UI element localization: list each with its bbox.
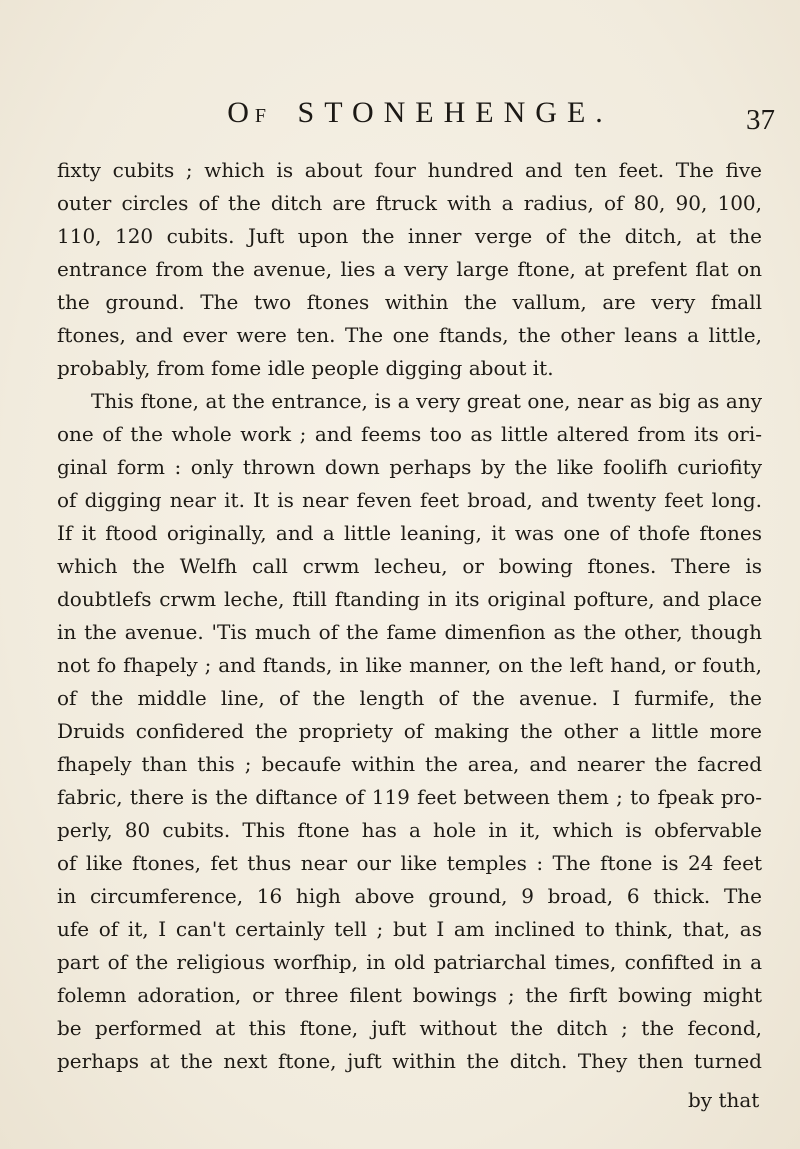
- text-line: of digging near it. It is near feven feet broad, and twenty feet long.: [57, 488, 762, 512]
- text-line: ginal form : only thrown down perhaps by the like foolifh curiofity: [57, 455, 762, 479]
- text-line: which the Welfh call crwm lecheu, or bowing ftones. There is: [57, 554, 762, 578]
- text-line: the ground. The two ftones within the vallum, are very fmall: [57, 290, 762, 314]
- page-number: 37: [746, 104, 775, 136]
- text-line: If it ftood originally, and a little leaning, it was one of thofe ftones: [57, 521, 762, 545]
- text-line: outer circles of the ditch are ftruck with a radius, of 80, 90, 100,: [57, 191, 762, 215]
- header-title: STONEHENGE.: [297, 96, 613, 129]
- text-line: part of the religious worfhip, in old patriarchal times, confifted in a: [57, 950, 762, 974]
- text-line: perly, 80 cubits. This ftone has a hole in it, which is obfervable: [57, 818, 762, 842]
- text-line: not fo fhapely ; and ftands, in like manner, on the left hand, or fouth,: [57, 653, 762, 677]
- text-line: ufe of it, I can't certainly tell ; but I am inclined to think, that, as: [57, 917, 762, 941]
- body-text: [57, 154, 762, 1078]
- text-line: fhapely than this ; becaufe within the area, and nearer the facred: [57, 752, 762, 776]
- text-line: in the avenue. 'Tis much of the fame dimenfion as the other, though: [57, 620, 762, 644]
- text-line: probably, from fome idle people digging about it.: [57, 356, 554, 380]
- text-line: folemn adoration, or three filent bowings ; the firft bowing might: [57, 983, 762, 1007]
- header-of-initial: O: [227, 96, 255, 129]
- text-line: of like ftones, fet thus near our like temples : The ftone is 24 feet: [57, 851, 762, 875]
- text-line: ftones, and ever were ten. The one ftands, the other leans a little,: [57, 323, 762, 347]
- text-line: in circumference, 16 high above ground, 9 broad, 6 thick. The: [57, 884, 762, 908]
- text-line: fabric, there is the diftance of 119 feet between them ; to fpeak pro-: [57, 785, 762, 809]
- text-line: Druids confidered the propriety of making the other a little more: [57, 719, 762, 743]
- text-line: doubtlefs crwm leche, ftill ftanding in its original pofture, and place: [57, 587, 762, 611]
- text-line: This ftone, at the entrance, is a very great one, near as big as any: [91, 389, 762, 413]
- header-of-rest: F: [254, 105, 273, 127]
- text-line: entrance from the avenue, lies a very large ftone, at prefent flat on: [57, 257, 762, 281]
- running-header: [227, 96, 613, 130]
- text-line: of the middle line, of the length of the avenue. I furmife, the: [57, 686, 762, 710]
- text-line: be performed at this ftone, juft without the ditch ; the fecond,: [57, 1016, 762, 1040]
- text-line: 110, 120 cubits. Juft upon the inner verge of the ditch, at the: [57, 224, 762, 248]
- text-line: fixty cubits ; which is about four hundred and ten feet. The five: [57, 158, 762, 182]
- catchword: by that: [688, 1088, 760, 1112]
- text-line: perhaps at the next ftone, juft within the ditch. They then turned: [57, 1049, 762, 1073]
- text-line: one of the whole work ; and feems too as little altered from its ori-: [57, 422, 762, 446]
